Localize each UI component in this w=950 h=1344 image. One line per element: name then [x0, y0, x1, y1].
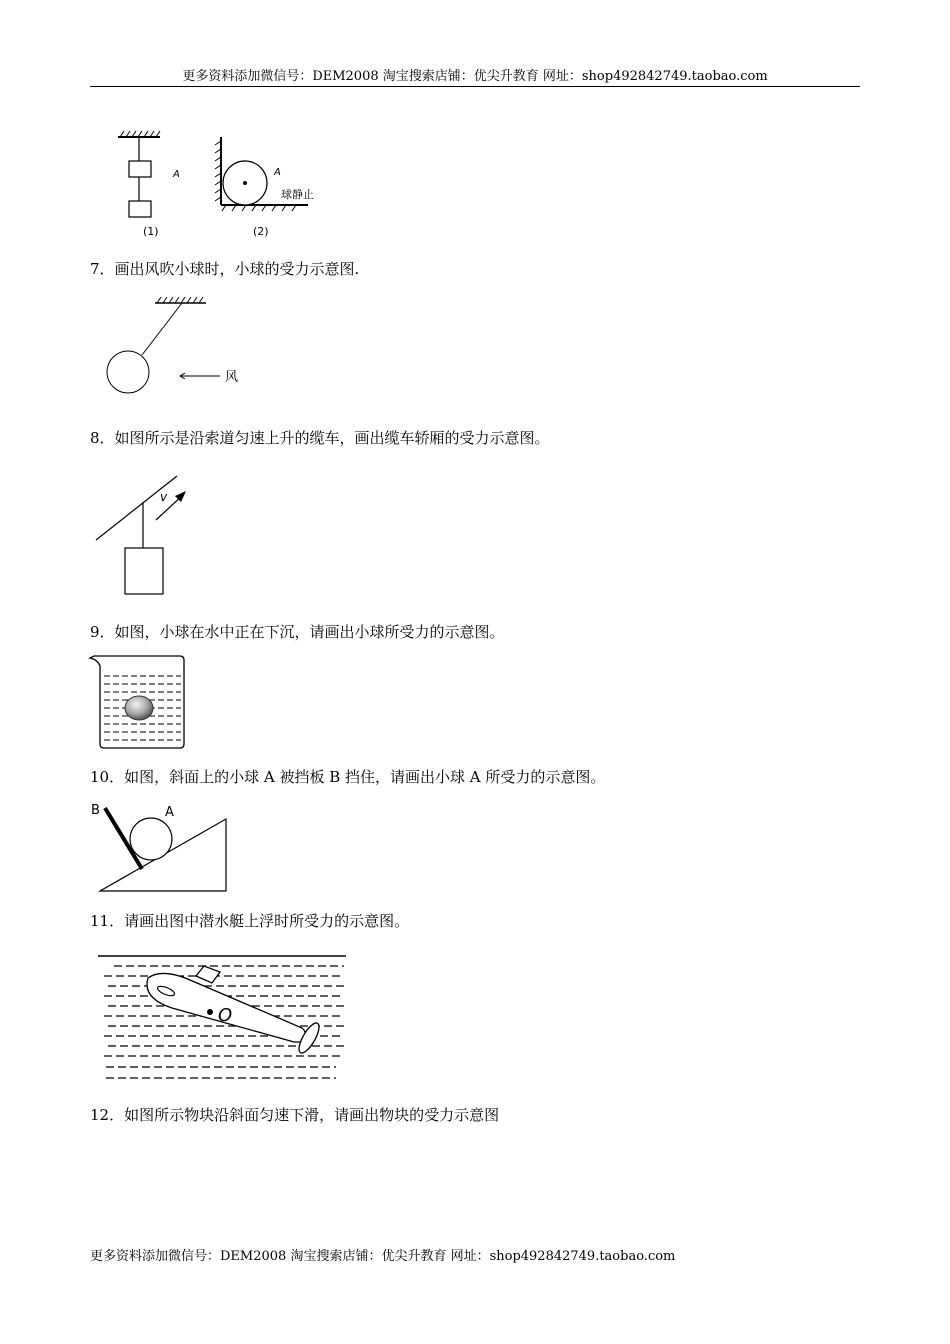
question-7: 7．画出风吹小球时，小球的受力示意图. — [90, 260, 360, 278]
caption-1: (1) — [143, 225, 159, 238]
label-a-1: A — [173, 169, 180, 180]
velocity-label: v — [160, 490, 168, 504]
question-8: 8．如图所示是沿索道匀速上升的缆车，画出缆车轿厢的受力示意图。 — [90, 429, 550, 447]
ball-7 — [107, 351, 149, 393]
center-point-o — [207, 1009, 213, 1015]
string-7 — [142, 303, 182, 355]
header-divider — [90, 86, 860, 87]
sinking-ball — [125, 696, 153, 720]
label-o: O — [218, 1005, 233, 1026]
label-a-10: A — [165, 805, 174, 820]
submarine-tower — [196, 966, 220, 983]
wind-label: 风 — [225, 370, 239, 385]
page-header: 更多资料添加微信号：DEM2008 淘宝搜索店铺：优尖升教育 网址：shop492842749.taobao.com — [182, 69, 768, 84]
label-a-2: A — [274, 167, 281, 178]
block-a — [129, 161, 151, 177]
ball-a-10 — [130, 818, 172, 860]
ball-static-label: 球静止 — [281, 188, 314, 201]
question-9: 9．如图，小球在水中正在下沉，请画出小球所受力的示意图。 — [90, 623, 505, 641]
floor-hatch — [221, 205, 308, 211]
block-lower — [129, 201, 151, 217]
figure-7-wind-ball — [100, 295, 250, 399]
figure-11-submarine — [96, 950, 351, 1087]
label-b: B — [91, 803, 100, 818]
ceiling-hatch-1 — [118, 131, 160, 137]
figure-9-beaker — [88, 652, 193, 754]
figure-8-cable-car — [92, 470, 202, 598]
question-11: 11．请画出图中潜水艇上浮时所受力的示意图。 — [90, 912, 410, 930]
cable-line — [96, 476, 177, 540]
page-footer: 更多资料添加微信号：DEM2008 淘宝搜索店铺：优尖升教育 网址：shop492842749.taobao.com — [90, 1249, 676, 1264]
question-12: 12．如图所示物块沿斜面匀速下滑，请画出物块的受力示意图 — [90, 1106, 500, 1124]
question-10: 10．如图，斜面上的小球 A 被挡板 B 挡住，请画出小球 A 所受力的示意图。 — [90, 768, 606, 786]
figure-10-incline-ball — [88, 798, 233, 896]
caption-2: (2) — [253, 225, 269, 238]
submarine — [147, 966, 323, 1056]
figure-hanging-blocks-and-ball — [108, 125, 348, 243]
car-cabin — [125, 548, 163, 594]
ceiling-hatch-7 — [155, 297, 206, 303]
ball-center-dot — [243, 181, 247, 185]
wall-hatch — [215, 137, 221, 205]
